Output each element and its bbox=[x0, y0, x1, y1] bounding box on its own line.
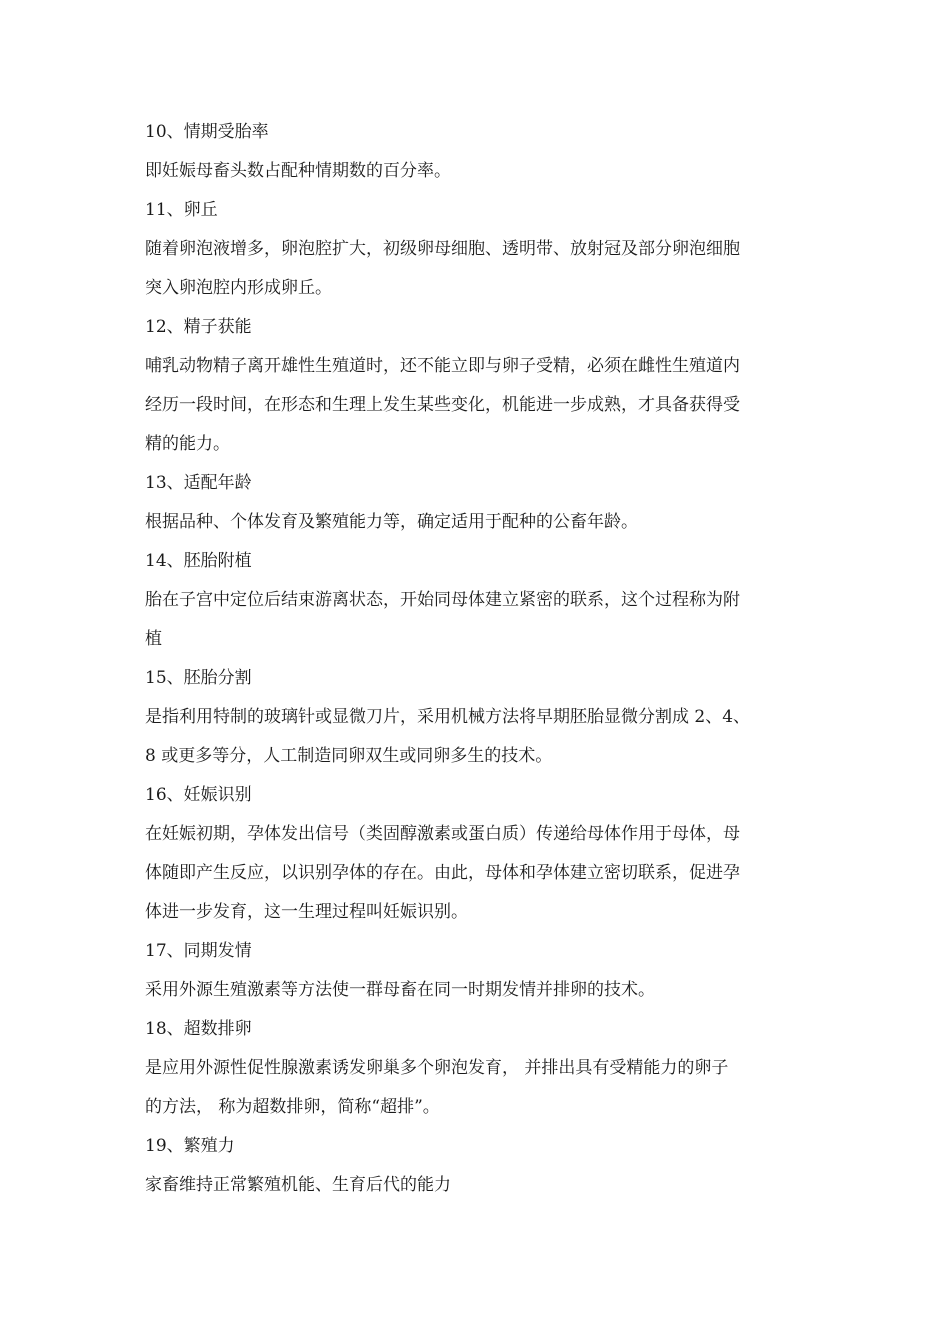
entry-text-line: 体随即产生反应，以识别孕体的存在。由此，母体和孕体建立密切联系，促进孕 bbox=[145, 863, 740, 883]
entry-11 bbox=[145, 195, 810, 312]
entry-text-line: 植 bbox=[145, 629, 162, 649]
entry-heading: 12、精子获能 bbox=[145, 317, 252, 337]
entry-text-line: 突入卵泡腔内形成卵丘。 bbox=[145, 278, 332, 298]
entry-text-line: 即妊娠母畜头数占配种情期数的百分率。 bbox=[145, 161, 451, 181]
entry-19 bbox=[145, 1131, 810, 1209]
entry-text-line: 经历一段时间，在形态和生理上发生某些变化，机能进一步成熟，才具备获得受 bbox=[145, 395, 740, 415]
entry-text-line: 是指利用特制的玻璃针或显微刀片，采用机械方法将早期胚胎显微分割成 2、4、 bbox=[145, 707, 751, 727]
entry-14 bbox=[145, 546, 810, 663]
entry-text-line: 胎在子宫中定位后结束游离状态，开始同母体建立紧密的联系，这个过程称为附 bbox=[145, 590, 740, 610]
entry-16 bbox=[145, 780, 810, 936]
entry-18 bbox=[145, 1014, 810, 1131]
entry-text-line: 家畜维持正常繁殖机能、生育后代的能力 bbox=[145, 1175, 451, 1195]
entry-text-line: 哺乳动物精子离开雄性生殖道时，还不能立即与卵子受精，必须在雌性生殖道内 bbox=[145, 356, 740, 376]
entry-heading: 11、卵丘 bbox=[145, 200, 218, 220]
entry-text-line: 8 或更多等分，人工制造同卵双生或同卵多生的技术。 bbox=[145, 746, 553, 766]
entry-15 bbox=[145, 663, 810, 780]
entry-heading: 10、情期受胎率 bbox=[145, 122, 269, 142]
entry-text-line: 在妊娠初期，孕体发出信号（类固醇激素或蛋白质）传递给母体作用于母体，母 bbox=[145, 824, 740, 844]
entry-heading: 18、超数排卵 bbox=[145, 1019, 252, 1039]
document-content bbox=[145, 117, 810, 1209]
entry-17 bbox=[145, 936, 810, 1014]
entry-heading: 14、胚胎附植 bbox=[145, 551, 252, 571]
entry-heading: 17、同期发情 bbox=[145, 941, 252, 961]
entry-heading: 15、胚胎分割 bbox=[145, 668, 252, 688]
entry-text-line: 随着卵泡液增多，卵泡腔扩大，初级卵母细胞、透明带、放射冠及部分卵泡细胞 bbox=[145, 239, 740, 259]
entry-heading: 16、妊娠识别 bbox=[145, 785, 252, 805]
entry-text-line: 精的能力。 bbox=[145, 434, 230, 454]
entry-heading: 13、适配年龄 bbox=[145, 473, 252, 493]
entry-text-line: 是应用外源性促性腺激素诱发卵巢多个卵泡发育， 并排出具有受精能力的卵子 bbox=[145, 1058, 729, 1078]
entry-10 bbox=[145, 117, 810, 195]
entry-text-line: 根据品种、个体发育及繁殖能力等，确定适用于配种的公畜年龄。 bbox=[145, 512, 638, 532]
entry-text-line: 体进一步发育，这一生理过程叫妊娠识别。 bbox=[145, 902, 468, 922]
entry-12 bbox=[145, 312, 810, 468]
entry-heading: 19、繁殖力 bbox=[145, 1136, 235, 1156]
entry-13 bbox=[145, 468, 810, 546]
entry-text-line: 采用外源生殖激素等方法使一群母畜在同一时期发情并排卵的技术。 bbox=[145, 980, 655, 1000]
entry-text-line: 的方法， 称为超数排卵，简称“超排”。 bbox=[145, 1097, 440, 1117]
